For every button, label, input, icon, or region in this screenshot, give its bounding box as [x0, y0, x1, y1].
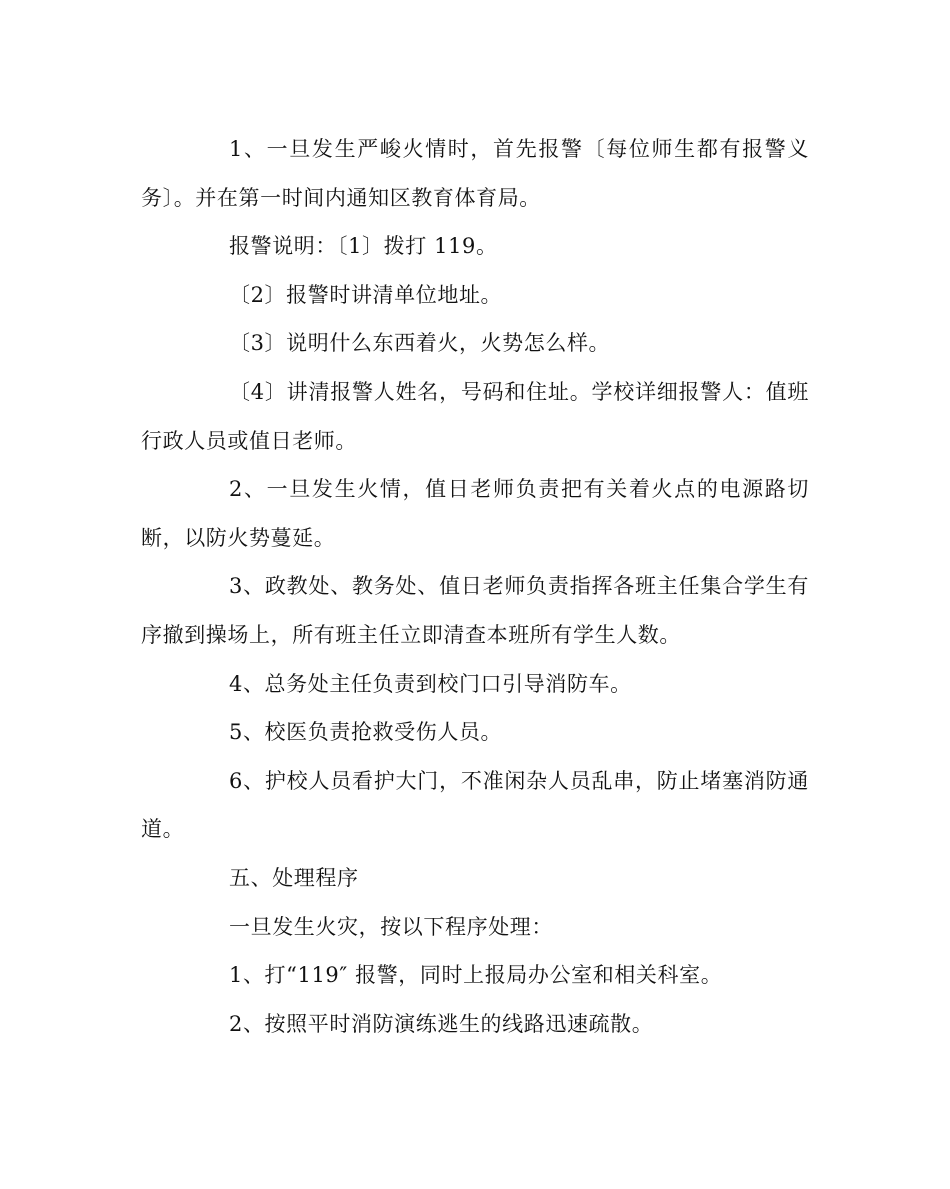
- paragraph-cut-power: 2、一旦发生火情，值日老师负责把有关着火点的电源路切断，以防火势蔓延。: [141, 477, 809, 550]
- paragraph-alarm-step-2: 〔2〕报警时讲清单位地址。: [229, 282, 503, 307]
- paragraph-alarm-instructions: 报警说明：〔1〕拨打 119。: [229, 234, 498, 259]
- document-body: [141, 125, 809, 1048]
- paragraph-evacuate: 3、政教处、教务处、值日老师负责指挥各班主任集合学生有序撤到操场上，所有班主任立即清查本班所有学生人数。: [141, 574, 809, 647]
- paragraph-rescue-injured: 5、校医负责抢救受伤人员。: [229, 720, 503, 745]
- paragraph-alarm-duty: 1、一旦发生严峻火情时，首先报警〔每位师生都有报警义务〕。并在第一时间内通知区教育体育局。: [141, 137, 809, 210]
- paragraph-procedure-step-2: 2、按照平时消防演练逃生的线路迅速疏散。: [229, 1011, 654, 1036]
- paragraph-alarm-step-4: 〔4〕讲清报警人姓名，号码和住址。学校详细报警人：值班行政人员或值日老师。: [141, 379, 809, 453]
- paragraph-alarm-step-3: 〔3〕说明什么东西着火，火势怎么样。: [229, 331, 611, 356]
- paragraph-guide-firetruck: 4、总务处主任负责到校门口引导消防车。: [229, 671, 632, 696]
- paragraph-procedure-step-1: 1、打“119″ 报警，同时上报局办公室和相关科室。: [229, 963, 723, 988]
- paragraph-guard-gate: 6、护校人员看护大门，不准闲杂人员乱串，防止堵塞消防通道。: [141, 768, 809, 842]
- section-heading-procedure: 五、处理程序: [229, 865, 359, 890]
- paragraph-procedure-intro: 一旦发生火灾，按以下程序处理：: [229, 914, 553, 939]
